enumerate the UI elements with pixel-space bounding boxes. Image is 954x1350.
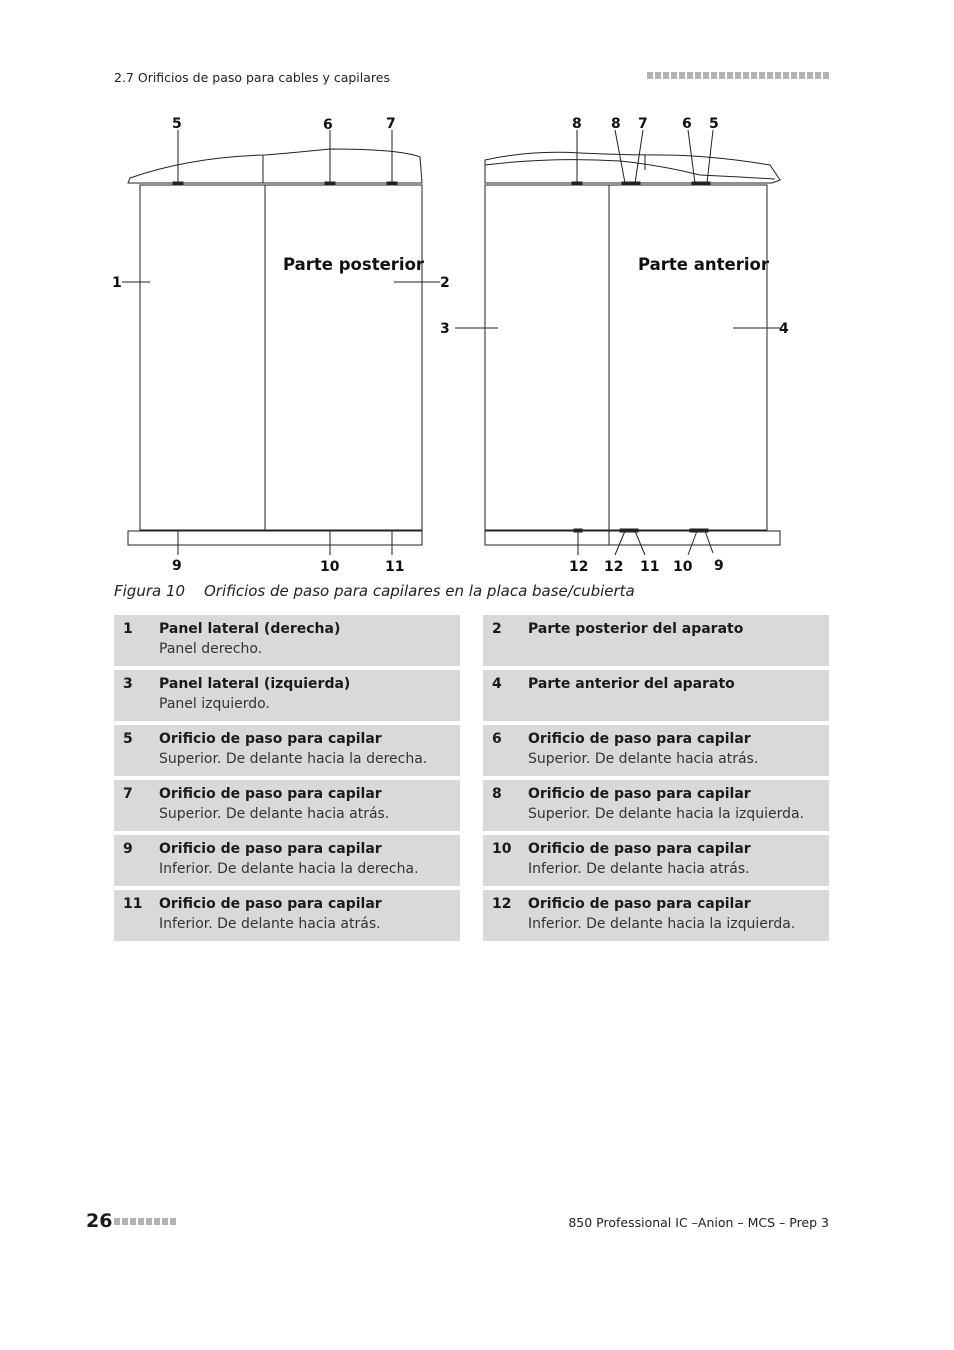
legend-item bbox=[483, 780, 829, 831]
legend-description: Inferior. De delante hacia la izquierda. bbox=[528, 916, 796, 932]
legend-item bbox=[114, 780, 460, 831]
callout-8a-right: 8 bbox=[572, 116, 582, 132]
header-dot-bar bbox=[647, 72, 829, 79]
legend-item bbox=[483, 615, 829, 666]
legend-number: 3 bbox=[123, 676, 133, 692]
legend-number: 7 bbox=[123, 786, 133, 802]
legend-item bbox=[114, 835, 460, 886]
legend-title: Parte posterior del aparato bbox=[528, 621, 744, 637]
page-number: 26 bbox=[86, 1210, 113, 1232]
legend-number: 10 bbox=[492, 841, 512, 857]
callout-10-right: 10 bbox=[673, 559, 693, 575]
legend-title: Orificio de paso para capilar bbox=[528, 786, 751, 802]
dot-mark bbox=[146, 1218, 152, 1225]
legend-item bbox=[483, 670, 829, 721]
legend-item bbox=[483, 835, 829, 886]
legend-title: Orificio de paso para capilar bbox=[159, 786, 382, 802]
callout-4: 4 bbox=[779, 321, 789, 337]
dot-mark bbox=[655, 72, 661, 79]
running-header-section: 2.7 Orificios de paso para cables y capilares bbox=[114, 70, 390, 85]
legend-number: 12 bbox=[492, 896, 512, 912]
figure-caption-text: Orificios de paso para capilares en la placa base/cubierta bbox=[204, 582, 635, 600]
dot-mark bbox=[162, 1218, 168, 1225]
dot-mark bbox=[783, 72, 789, 79]
callout-9-left: 9 bbox=[172, 558, 182, 574]
callout-3: 3 bbox=[440, 321, 450, 337]
legend-item bbox=[114, 670, 460, 721]
dot-mark bbox=[671, 72, 677, 79]
callout-2: 2 bbox=[440, 275, 450, 291]
dot-mark bbox=[703, 72, 709, 79]
left-housing bbox=[140, 185, 422, 530]
callout-5-right: 5 bbox=[709, 116, 719, 132]
dot-mark bbox=[767, 72, 773, 79]
legend-title: Panel lateral (derecha) bbox=[159, 621, 341, 637]
legend-description: Panel derecho. bbox=[159, 641, 263, 657]
dot-mark bbox=[170, 1218, 176, 1225]
legend-description: Superior. De delante hacia la izquierda. bbox=[528, 806, 804, 822]
callout-6-right: 6 bbox=[682, 116, 692, 132]
callout-8b-right: 8 bbox=[611, 116, 621, 132]
dot-mark bbox=[751, 72, 757, 79]
dot-mark bbox=[154, 1218, 160, 1225]
callout-6-left: 6 bbox=[323, 117, 333, 133]
dot-mark bbox=[130, 1218, 136, 1225]
legend-number: 1 bbox=[123, 621, 133, 637]
dot-mark bbox=[815, 72, 821, 79]
callout-10-left: 10 bbox=[320, 559, 340, 575]
callout-1: 1 bbox=[112, 275, 122, 291]
legend-number: 9 bbox=[123, 841, 133, 857]
callout-12b-right: 12 bbox=[604, 559, 624, 575]
callout-9-right: 9 bbox=[714, 558, 724, 574]
legend-description: Inferior. De delante hacia la derecha. bbox=[159, 861, 419, 877]
dot-mark bbox=[807, 72, 813, 79]
legend-number: 8 bbox=[492, 786, 502, 802]
callout-12a-right: 12 bbox=[569, 559, 589, 575]
legend-title: Orificio de paso para capilar bbox=[528, 896, 751, 912]
face-label-front: Parte anterior bbox=[638, 255, 769, 274]
dot-mark bbox=[687, 72, 693, 79]
running-footer-product: 850 Professional IC –Anion – MCS – Prep 3 bbox=[568, 1215, 829, 1230]
dot-mark bbox=[759, 72, 765, 79]
dot-mark bbox=[114, 1218, 120, 1225]
legend-title: Orificio de paso para capilar bbox=[528, 731, 751, 747]
dot-mark bbox=[735, 72, 741, 79]
legend-description: Superior. De delante hacia la derecha. bbox=[159, 751, 428, 767]
legend-number: 5 bbox=[123, 731, 133, 747]
callout-7-right: 7 bbox=[638, 116, 648, 132]
dot-mark bbox=[823, 72, 829, 79]
device-figure bbox=[100, 105, 800, 575]
dot-mark bbox=[775, 72, 781, 79]
legend-description: Panel izquierdo. bbox=[159, 696, 270, 712]
dot-mark bbox=[719, 72, 725, 79]
dot-mark bbox=[711, 72, 717, 79]
callout-5-left: 5 bbox=[172, 116, 182, 132]
legend-item bbox=[114, 890, 460, 941]
dot-mark bbox=[122, 1218, 128, 1225]
dot-mark bbox=[791, 72, 797, 79]
face-label-rear: Parte posterior bbox=[283, 255, 425, 274]
legend-description: Inferior. De delante hacia atrás. bbox=[528, 861, 750, 877]
dot-mark bbox=[138, 1218, 144, 1225]
legend-number: 6 bbox=[492, 731, 502, 747]
figure-number: Figura 10 bbox=[114, 582, 186, 600]
callout-7-left: 7 bbox=[386, 116, 396, 132]
dot-mark bbox=[727, 72, 733, 79]
dot-mark bbox=[799, 72, 805, 79]
legend-description: Superior. De delante hacia atrás. bbox=[528, 751, 759, 767]
legend-description: Inferior. De delante hacia atrás. bbox=[159, 916, 381, 932]
legend-table bbox=[114, 615, 829, 941]
legend-number: 4 bbox=[492, 676, 502, 692]
right-cover bbox=[485, 152, 780, 183]
dot-mark bbox=[679, 72, 685, 79]
right-base bbox=[485, 531, 780, 545]
dot-mark bbox=[743, 72, 749, 79]
callout-11-right: 11 bbox=[640, 559, 660, 575]
left-base bbox=[128, 531, 422, 545]
legend-number: 2 bbox=[492, 621, 502, 637]
legend-item bbox=[483, 890, 829, 941]
footer-dot-bar bbox=[114, 1218, 176, 1225]
legend-title: Parte anterior del aparato bbox=[528, 676, 735, 692]
legend-number: 11 bbox=[123, 896, 143, 912]
legend-title: Orificio de paso para capilar bbox=[159, 731, 382, 747]
legend-item bbox=[483, 725, 829, 776]
dot-mark bbox=[695, 72, 701, 79]
legend-item bbox=[114, 615, 460, 666]
callout-11-left: 11 bbox=[385, 559, 405, 575]
legend-title: Orificio de paso para capilar bbox=[159, 896, 382, 912]
legend-title: Panel lateral (izquierda) bbox=[159, 676, 351, 692]
left-cover bbox=[128, 149, 422, 183]
dot-mark bbox=[663, 72, 669, 79]
legend-description: Superior. De delante hacia atrás. bbox=[159, 806, 390, 822]
legend-item bbox=[114, 725, 460, 776]
figure-caption bbox=[114, 582, 635, 600]
legend-title: Orificio de paso para capilar bbox=[528, 841, 751, 857]
dot-mark bbox=[647, 72, 653, 79]
right-housing bbox=[485, 185, 767, 530]
legend-title: Orificio de paso para capilar bbox=[159, 841, 382, 857]
